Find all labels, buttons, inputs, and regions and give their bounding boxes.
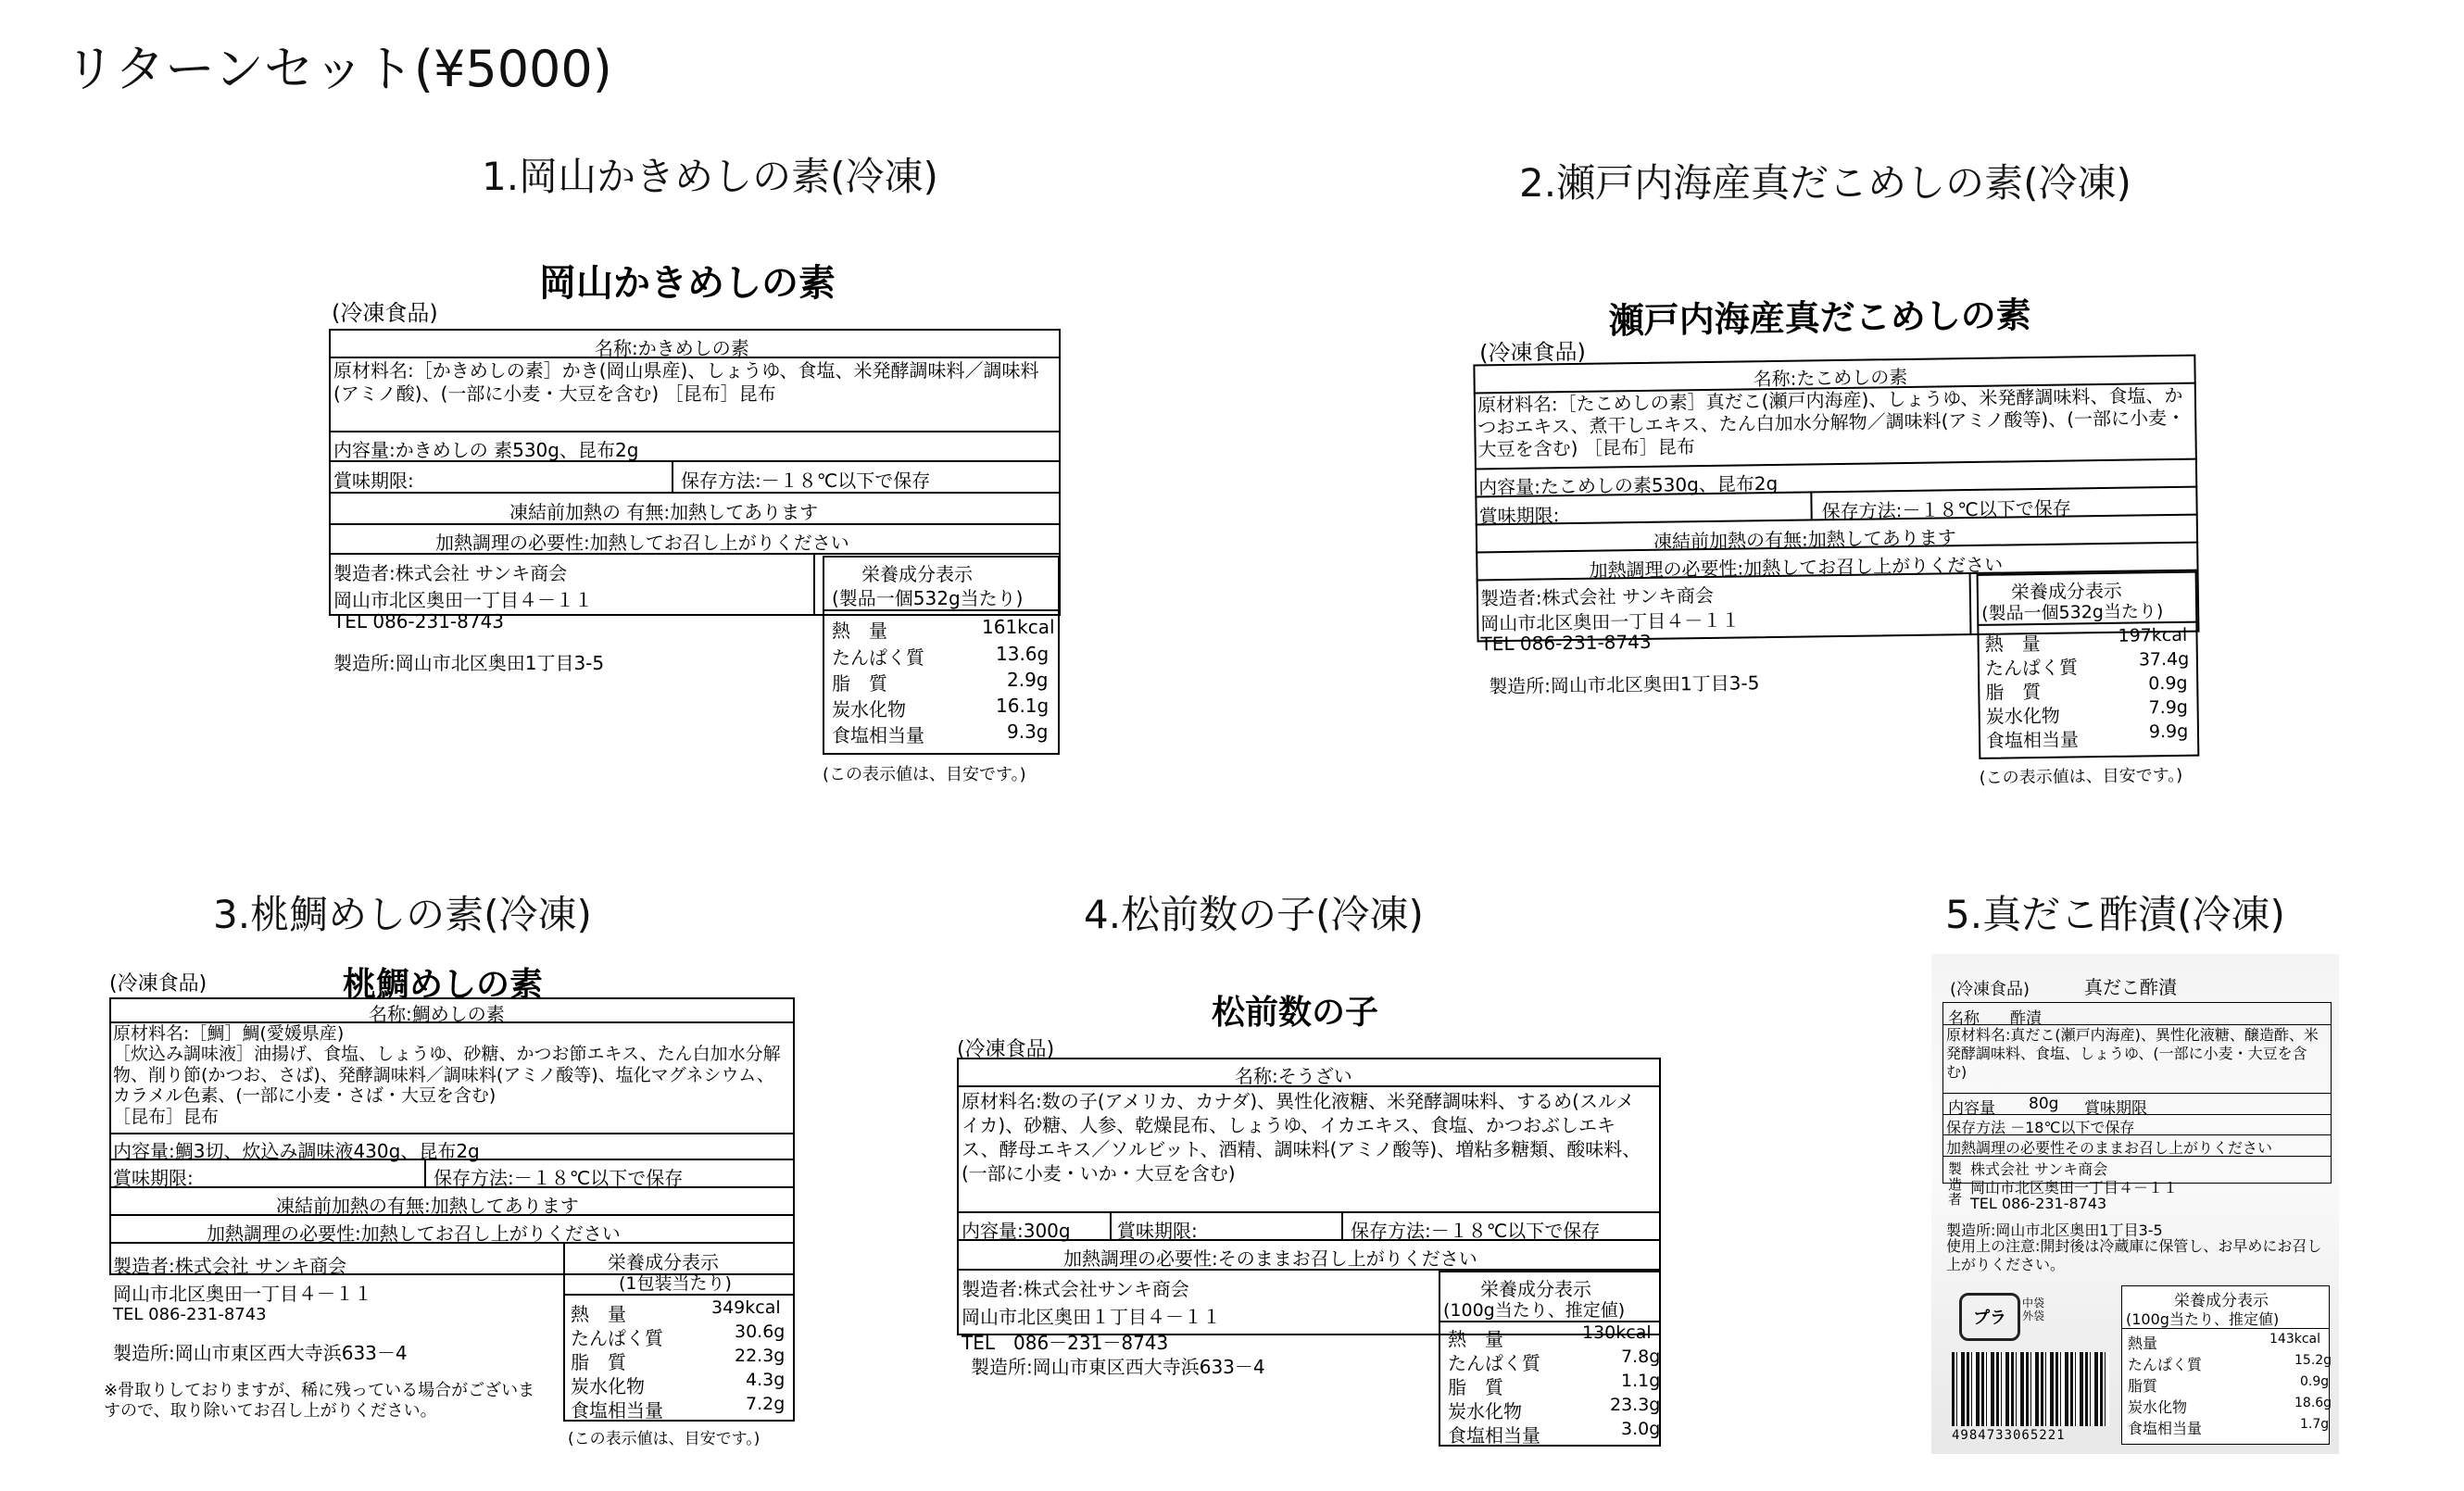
label-factory: 製造所:岡山市北区奥田1丁目3-5 bbox=[1489, 671, 1760, 698]
label-type: (冷凍食品) bbox=[109, 972, 207, 996]
label-product-name: 桃鯛めしの素 bbox=[343, 966, 544, 1004]
label-product-name: 松前数の子 bbox=[1212, 994, 1379, 1032]
label-factory: 製造所:岡山市東区西大寺浜633－4 bbox=[113, 1342, 408, 1364]
label-net-content-value: 80g bbox=[2029, 1095, 2059, 1113]
label-net-content: 内容量:かきめしの 素530g、昆布2g bbox=[333, 439, 639, 461]
label-usage-note: 使用上の注意:開封後は冷蔵庫に保管し、お早めにお召し上がりください。 bbox=[1946, 1237, 2322, 1273]
nutrition-row-value: 9.9g bbox=[2148, 720, 2189, 743]
nutrition-row-value: 3.0g bbox=[1621, 1419, 1661, 1439]
label-storage: 保存方法 －18℃以下で保存 bbox=[1946, 1119, 2135, 1136]
label-storage: 保存方法:－１８℃以下で保存 bbox=[434, 1167, 684, 1189]
label-maker: 製造者:株式会社 サンキ商会 bbox=[333, 562, 568, 584]
nutrition-row-name: 炭水化物 bbox=[832, 698, 906, 720]
nutrition-row-value: 30.6g bbox=[735, 1322, 786, 1342]
label-factory: 製造所:岡山市北区奥田1丁目3-5 bbox=[1946, 1222, 2163, 1239]
nutrition-note: (この表示値は、目安です。) bbox=[568, 1430, 761, 1448]
label-storage: 保存方法:－１８℃以下で保存 bbox=[1821, 496, 2071, 523]
barcode-image bbox=[1952, 1352, 2109, 1426]
nutrition-row-name: たんぱく質 bbox=[1448, 1352, 1540, 1374]
nutrition-row-name: 食塩相当量 bbox=[1985, 728, 2080, 752]
nutrition-row-value: 13.6g bbox=[996, 643, 1050, 665]
nutrition-row-name: たんぱく質 bbox=[571, 1327, 663, 1349]
nutrition-title: 栄養成分表示 bbox=[608, 1251, 719, 1273]
nutrition-row-value: 1.1g bbox=[1621, 1371, 1661, 1391]
nutrition-row-name: 脂 質 bbox=[1448, 1376, 1503, 1398]
nutrition-note: (この表示値は、目安です。) bbox=[823, 765, 1026, 784]
caption-3: 3.桃鯛めしの素(冷凍) bbox=[213, 892, 592, 937]
label-type: (冷凍食品) bbox=[1478, 338, 1587, 367]
label-type: (冷凍食品) bbox=[957, 1038, 1055, 1061]
nutrition-row-name: 食塩相当量 bbox=[832, 724, 924, 746]
plastic-recycle-icon bbox=[1959, 1293, 2020, 1341]
nutrition-subtitle: (製品一個532g当たり) bbox=[1981, 601, 2164, 624]
nutrition-row-name: 炭水化物 bbox=[1985, 704, 2060, 728]
nutrition-row-value: 161kcal bbox=[982, 616, 1055, 638]
nutrition-row-name: 熱 量 bbox=[1448, 1328, 1503, 1350]
nutrition-row-name: 熱 量 bbox=[832, 620, 887, 642]
label-warning: ※骨取りしておりますが、稀に残っている場合がございますので、取り除いてお召し上がりください。 bbox=[104, 1381, 535, 1421]
nutrition-row-value: 0.9g bbox=[2300, 1374, 2330, 1389]
label-ingredients: 原材料名:［たこめしの素］真だこ(瀬戸内海産)、しょうゆ、米発酵調味料、食塩、かつおエキス、煮干しエキス、たん白加水分解物／調味料(アミノ酸等)、(一部に小麦・大豆を含む) ［昆布］昆布 bbox=[1477, 383, 2186, 461]
recycle-sub-label: 中袋 外袋 bbox=[2022, 1297, 2045, 1323]
label-product-name: 真だこ酢漬 bbox=[2084, 976, 2177, 998]
label-best-before: 賞味期限 bbox=[2084, 1099, 2147, 1118]
label-net-content: 内容量:300g bbox=[962, 1220, 1071, 1242]
label-meishou-value: 酢漬 bbox=[2010, 1009, 2042, 1028]
label-maker: 製造者:株式会社 サンキ商会 bbox=[113, 1255, 347, 1277]
nutrition-row-name: たんぱく質 bbox=[1984, 656, 2079, 680]
label-net-content-key: 内容量 bbox=[1948, 1099, 1995, 1118]
product-label-2 bbox=[1465, 272, 2213, 801]
label-type: (冷凍食品) bbox=[1950, 980, 2030, 999]
nutrition-row-value: 197kcal bbox=[2118, 624, 2188, 646]
nutrition-row-value: 9.3g bbox=[1007, 720, 1049, 743]
nutrition-row-value: 18.6g bbox=[2294, 1396, 2332, 1410]
label-address: 岡山市北区奥田一丁目４－１１ bbox=[333, 589, 593, 611]
nutrition-row-name: 炭水化物 bbox=[1448, 1400, 1522, 1422]
label-meishou: 名称:たこめしの素 bbox=[1753, 365, 1908, 391]
barcode-number: 4984733065221 bbox=[1952, 1428, 2066, 1443]
nutrition-row-name: 熱 量 bbox=[1984, 632, 2041, 656]
caption-5: 5.真だこ酢漬(冷凍) bbox=[1945, 892, 2285, 937]
nutrition-row-value: 130kcal bbox=[1582, 1322, 1652, 1343]
nutrition-row-value: 7.2g bbox=[746, 1394, 786, 1414]
label-product-name: 岡山かきめしの素 bbox=[539, 262, 836, 305]
label-meishou: 名称:かきめしの素 bbox=[595, 337, 749, 359]
nutrition-subtitle: (100g当たり、推定値) bbox=[1443, 1300, 1626, 1321]
label-address: 岡山市北区奥田１丁目４－１１ bbox=[962, 1306, 1221, 1328]
label-cooking-need: 加熱調理の必要性:そのままお召し上がりください bbox=[1063, 1247, 1477, 1270]
label-net-content: 内容量:鯛3切、炊込み調味液430g、昆布2g bbox=[113, 1140, 480, 1162]
label-ingredients: 原材料名:数の子(アメリカ、カナダ)、異性化液糖、米発酵調味料、するめ(スルメイカ)、砂糖、人参、乾燥昆布、しょうゆ、イカエキス、食塩、かつおぶしエキス、酵母エキス／ソルビット、酒精、調味料(アミノ酸等)、増粘多糖類、酸味料、(一部に小麦・いか・大豆を含む) bbox=[962, 1090, 1641, 1184]
label-best-before: 賞味期限: bbox=[1117, 1220, 1198, 1242]
recycle-mark-text: プラ bbox=[1973, 1309, 2006, 1328]
label-tel: TEL 086-231-8743 bbox=[1970, 1195, 2107, 1212]
label-net-content: 内容量:たこめしの素530g、昆布2g bbox=[1478, 471, 1779, 499]
nutrition-title: 栄養成分表示 bbox=[861, 563, 973, 585]
label-ingredients: 原材料名:真だこ(瀬戸内海産)、異性化液糖、醸造酢、米発酵調味料、食塩、しょうゆ、(一部に小麦・大豆を含む) bbox=[1946, 1026, 2319, 1081]
nutrition-row-value: 349kcal bbox=[711, 1297, 781, 1318]
nutrition-row-name: 脂 質 bbox=[832, 672, 887, 695]
nutrition-row-name: 脂 質 bbox=[571, 1351, 626, 1373]
nutrition-row-value: 1.7g bbox=[2300, 1417, 2330, 1432]
label-address: 岡山市北区奥田一丁目４－１１ bbox=[113, 1283, 372, 1305]
nutrition-row-name: 脂 質 bbox=[1985, 680, 2042, 704]
label-ingredients: 原材料名:［かきめしの素］かき(岡山県産)、しょうゆ、食塩、米発酵調味料／調味料(アミノ酸)、(一部に小麦・大豆を含む) ［昆布］昆布 bbox=[333, 359, 1039, 405]
nutrition-title: 栄養成分表示 bbox=[2174, 1292, 2269, 1310]
label-best-before: 賞味期限: bbox=[113, 1167, 194, 1189]
nutrition-row-value: 23.3g bbox=[1610, 1395, 1661, 1415]
label-meishou: 名称:鯛めしの素 bbox=[369, 1003, 505, 1025]
nutrition-row-value: 0.9g bbox=[2148, 672, 2188, 695]
nutrition-row-value: 22.3g bbox=[735, 1346, 786, 1366]
label-tel: TEL 086-231-8743 bbox=[1480, 630, 1652, 656]
label-maker: 製造者:株式会社サンキ商会 bbox=[962, 1278, 1189, 1300]
nutrition-row-name: 炭水化物 bbox=[2128, 1398, 2188, 1416]
nutrition-title: 栄養成分表示 bbox=[2010, 579, 2123, 604]
nutrition-subtitle: (1包装当たり) bbox=[619, 1273, 732, 1294]
nutrition-title: 栄養成分表示 bbox=[1480, 1278, 1591, 1300]
caption-4: 4.松前数の子(冷凍) bbox=[1084, 892, 1424, 937]
nutrition-note: (この表示値は、目安です。) bbox=[1979, 765, 2183, 788]
nutrition-row-name: たんぱく質 bbox=[832, 646, 924, 669]
product-label-4 bbox=[952, 982, 1666, 1454]
nutrition-row-name: 熱量 bbox=[2128, 1334, 2158, 1352]
label-product-name: 瀬戸内海産真だこめしの素 bbox=[1608, 294, 2031, 342]
product-label-5 bbox=[1931, 954, 2339, 1454]
label-maker-key: 製造者 bbox=[1948, 1160, 1963, 1208]
label-meishou: 名称:そうざい bbox=[1235, 1065, 1352, 1087]
caption-1: 1.岡山かきめしの素(冷凍) bbox=[482, 154, 938, 199]
label-cooking-need: 加熱調理の必要性そのままお召し上がりください bbox=[1946, 1139, 2273, 1157]
label-meishou-key: 名称 bbox=[1948, 1009, 1980, 1028]
nutrition-subtitle: (製品一個532g当たり) bbox=[832, 587, 1024, 609]
label-ingredients: 原材料名:［鯛］鯛(愛媛県産) ［炊込み調味液］油揚げ、食塩、しょうゆ、砂糖、かつお節エキス、たん白加水分解物、削り節(かつお、さば)、発酵調味料／調味料(アミノ酸等)、塩化マグネシウム、カラメル色素、(一部に小麦・さば・大豆を含む) ［昆布］昆布 bbox=[113, 1023, 781, 1127]
label-type: (冷凍食品) bbox=[332, 300, 438, 326]
nutrition-row-name: 食塩相当量 bbox=[571, 1399, 663, 1422]
label-cooking-need: 加熱調理の必要性:加熱してお召し上がりください bbox=[435, 532, 849, 554]
label-address: 岡山市北区奥田一丁目４－１１ bbox=[1970, 1179, 2179, 1197]
nutrition-row-name: 熱 量 bbox=[571, 1303, 626, 1325]
label-tel: TEL 086－231－8743 bbox=[962, 1332, 1169, 1354]
label-maker: 製造者:株式会社 サンキ商会 bbox=[1479, 583, 1715, 610]
label-cooking-need: 加熱調理の必要性:加熱してお召し上がりください bbox=[1589, 553, 2004, 582]
nutrition-row-value: 16.1g bbox=[996, 695, 1050, 717]
nutrition-row-value: 7.8g bbox=[1621, 1347, 1661, 1367]
label-maker: 株式会社 サンキ商会 bbox=[1970, 1160, 2108, 1178]
label-factory: 製造所:岡山市北区奥田1丁目3-5 bbox=[333, 652, 605, 674]
nutrition-row-name: 食塩相当量 bbox=[1448, 1424, 1540, 1447]
nutrition-row-value: 37.4g bbox=[2138, 648, 2190, 670]
nutrition-row-value: 4.3g bbox=[746, 1370, 786, 1390]
label-tel: TEL 086-231-8743 bbox=[333, 610, 505, 633]
nutrition-row-value: 7.9g bbox=[2148, 696, 2189, 719]
label-storage: 保存方法:－１８℃以下で保存 bbox=[1351, 1220, 1601, 1242]
nutrition-row-name: たんぱく質 bbox=[2128, 1356, 2203, 1373]
product-label-1 bbox=[324, 241, 1065, 787]
label-tel: TEL 086-231-8743 bbox=[113, 1305, 267, 1324]
label-pre-freeze-heating: 凍結前加熱の 有無:加熱してあります bbox=[509, 501, 819, 523]
nutrition-row-name: 脂質 bbox=[2128, 1377, 2158, 1395]
label-factory: 製造所:岡山市東区西大寺浜633－4 bbox=[971, 1356, 1265, 1378]
label-best-before: 賞味期限: bbox=[333, 470, 414, 492]
label-storage: 保存方法:－１８℃以下で保存 bbox=[681, 470, 931, 492]
nutrition-row-name: 食塩相当量 bbox=[2128, 1420, 2203, 1437]
nutrition-row-name: 炭水化物 bbox=[571, 1375, 645, 1397]
label-address: 岡山市北区奥田一丁目４－１１ bbox=[1480, 608, 1741, 635]
nutrition-subtitle: (100g当たり、推定値) bbox=[2126, 1310, 2280, 1328]
label-best-before: 賞味期限: bbox=[1478, 504, 1560, 528]
label-cooking-need: 加熱調理の必要性:加熱してお召し上がりください bbox=[207, 1222, 621, 1245]
nutrition-row-value: 143kcal bbox=[2269, 1332, 2320, 1347]
page-title: リターンセット(¥5000) bbox=[65, 40, 612, 98]
nutrition-row-value: 2.9g bbox=[1007, 669, 1049, 691]
label-pre-freeze-heating: 凍結前加熱の有無:加熱してあります bbox=[276, 1195, 579, 1217]
product-label-3 bbox=[100, 958, 804, 1448]
nutrition-row-value: 15.2g bbox=[2294, 1353, 2332, 1368]
caption-2: 2.瀬戸内海産真だこめしの素(冷凍) bbox=[1519, 160, 2131, 206]
label-pre-freeze-heating: 凍結前加熱の有無:加熱してあります bbox=[1653, 526, 1956, 553]
